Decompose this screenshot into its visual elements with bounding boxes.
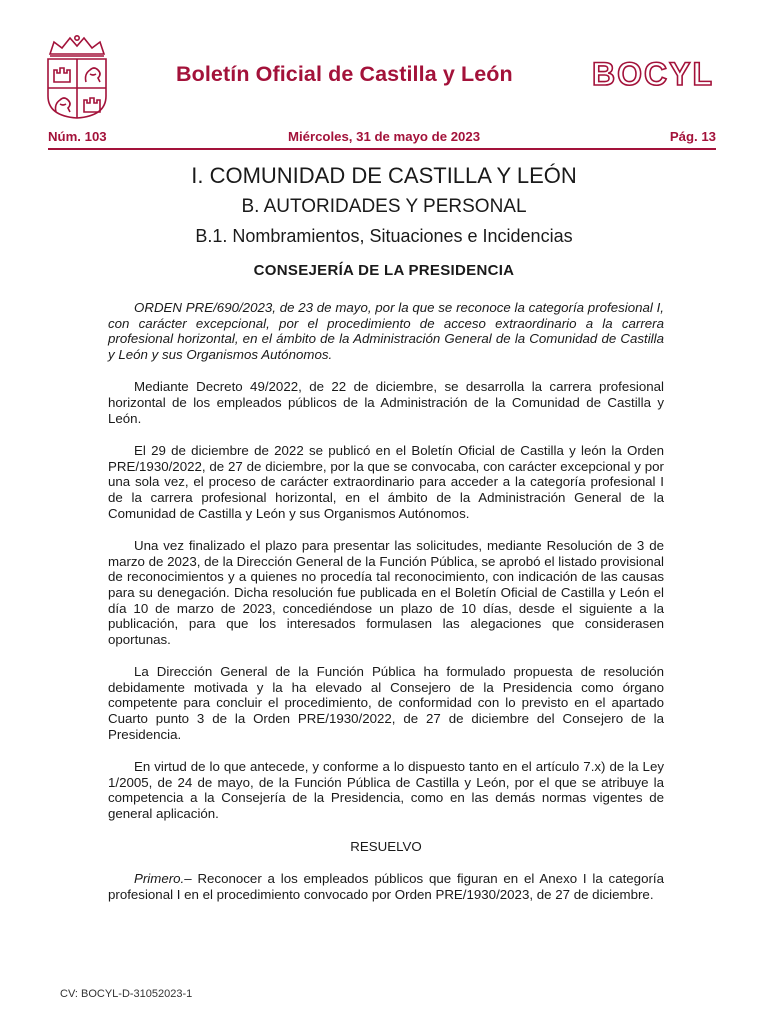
section-level-1: I. COMUNIDAD DE CASTILLA Y LEÓN [191,163,577,188]
paragraph: Una vez finalizado el plazo para presentar las solicitudes, mediante Resolución de 3 de marzo de 2023, de la Dirección General de la Función Pública, se aprobó el listado provisional de reconocimientos y a quienes no procedía tal reconocimiento, con indicación de las causas para su denegación. Dicha resolución fue publicada en el Boletín Oficial de Castilla y León el día 10 de marzo de 2023, concediéndose un plazo de 10 días, desde el siguiente a la publicación, para que los interesados formulasen las alegaciones que considerasen oportunas. [108,538,664,647]
bocyl-logo [590,54,720,92]
resolution-first-point [108,871,664,902]
issue-number: Núm. 103 [48,129,107,144]
coat-of-arms-icon [40,34,114,120]
primero-label: Primero.– [134,871,192,887]
resuelvo-heading: RESUELVO [350,838,422,854]
paragraph: Mediante Decreto 49/2022, de 22 de diciembre, se desarrolla la carrera profesional horizontal de los empleados públicos de la Administración de la Comunidad de Castilla y León. [108,379,664,426]
page-number: Pág. 13 [669,129,716,144]
svg-text:BOCYL: BOCYL [592,56,714,92]
journal-title: Boletín Oficial de Castilla y León [176,62,513,86]
department-heading: CONSEJERÍA DE LA PRESIDENCIA [253,262,515,279]
paragraph: El 29 de diciembre de 2022 se publicó en el Boletín Oficial de Castilla y león la Orden PRE/1930/2022, de 27 de diciembre, por la que se convocaba, con carácter excepcional y por una sola vez, el proceso de carácter extraordinario para acceder a la categoría profesional I de la carrera profesional horizontal, en el ámbito de la Administración General de la Comunidad de Castilla y León y sus Organismos Autónomos. [108,443,664,521]
paragraph: La Dirección General de la Función Pública ha formulado propuesta de resolución debidamente motivada y la ha elevado al Consejero de la Presidencia como órgano competente para concluir el procedimiento, de conformidad con lo previsto en el apartado Cuarto punto 3 de la Orden PRE/1930/2022, de 27 de diciembre del Consejero de la Presidencia. [108,664,664,742]
section-level-2: B. AUTORIDADES Y PERSONAL [241,196,527,217]
document-body [108,300,664,919]
primero-text: Reconocer a los empleados públicos que figuran en el Anexo I la categoría profesional I en el procedimiento convocado por Orden PRE/1930/2023, de 27 de diciembre. [108,871,664,902]
order-summary: ORDEN PRE/690/2023, de 23 de mayo, por la que se reconoce la categoría profesional I, con carácter excepcional, por el procedimiento de acceso extraordinario a la carrera profesional horizontal, en el ámbito de la Administración General de la Comunidad de Castilla y León y sus Organismos Autónomos. [108,300,664,362]
header-divider [48,148,716,150]
paragraph: En virtud de lo que antecede, y conforme a lo dispuesto tanto en el artículo 7.x) de la Ley 1/2005, de 24 de mayo, de la Función Pública de Castilla y León, por el que se atribuye la competencia a la Consejería de la Presidencia, como en las demás normas vigentes de general aplicación. [108,759,664,822]
section-level-3: B.1. Nombramientos, Situaciones e Incidencias [195,226,573,246]
verification-code: CV: BOCYL-D-31052023-1 [60,988,193,1000]
issue-date: Miércoles, 31 de mayo de 2023 [287,129,481,144]
